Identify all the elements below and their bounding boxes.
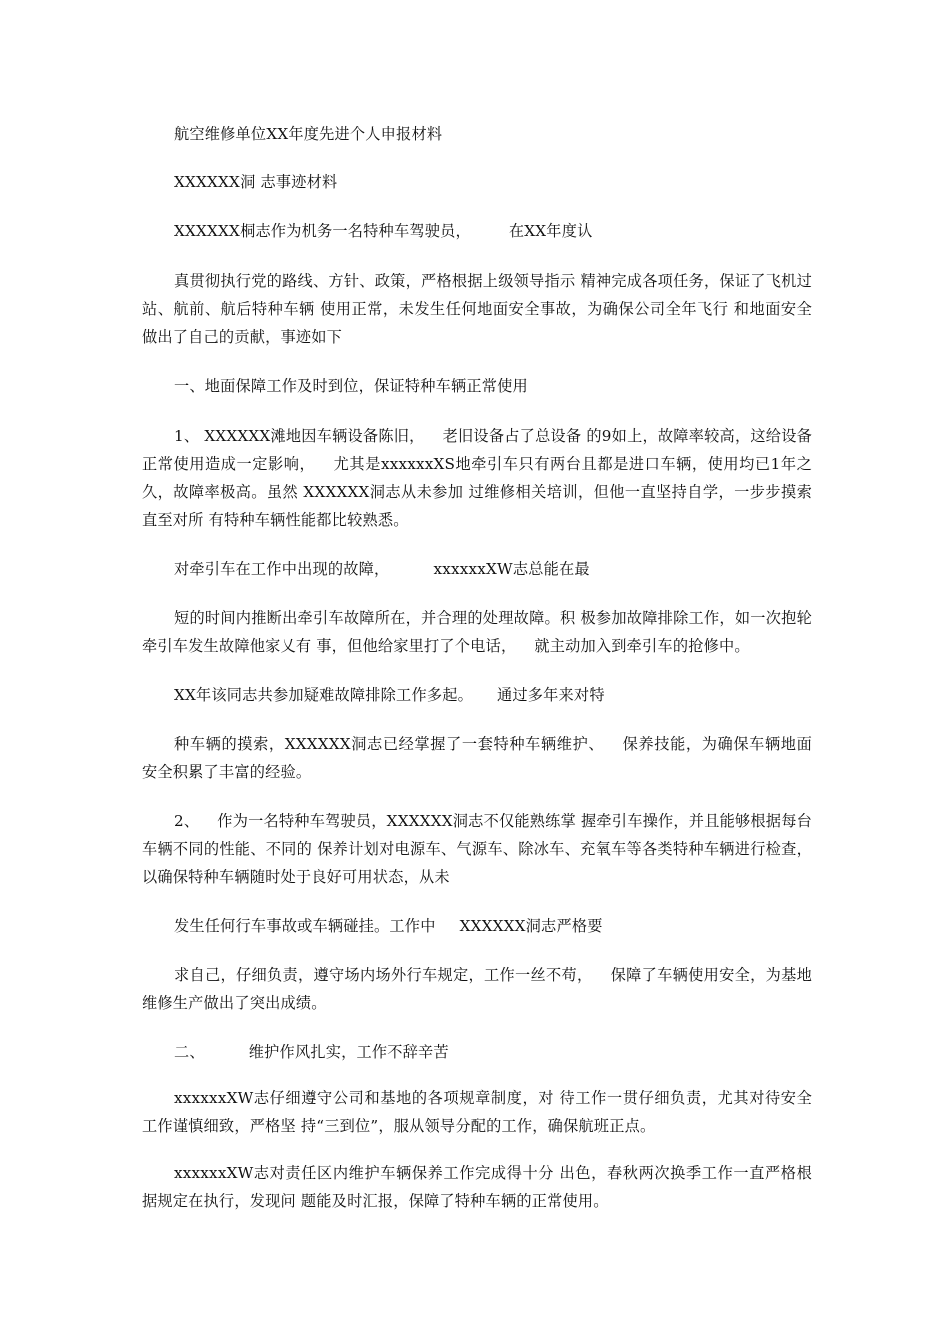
paragraph-7-part-a: 种车辆的摸索，XXXXXX洞志已经掌握了一套特种车辆维护、 [174,735,605,753]
document-title: 航空维修单位XX年度先进个人申报材料 [174,125,443,143]
document-subtitle: XXXXXX洞 志事迹材料 [174,173,338,191]
paragraph-5-part-a: 短的时间内推断出牵引车故障所在，并合理的处理故障。积 极参加故障排除工作，如一次抱轮牵引车发生故障他家乂有 事，但他给家里打了个电话， [142,609,812,655]
paragraph-7-part-b: 保养技能，为确保车辆地面安全积累了丰富的经验。 [142,735,812,781]
paragraph-8-part-b: 作为一名特种车驾驶员，XXXXXX洞志不仅能熟练掌 握牵引车操作，并且能够根据每台车辆不同的性能、不同的 保养计划对电源车、气源车、除冰车、充氧车等各类特种车辆进行检查，以确保特种车辆随时处于良好可用状态，从未 [142,812,812,886]
paragraph-9 [142,912,812,940]
paragraph-2: 真贯彻执行党的路线、方针、政策，严格根据上级领导指示 精神完成各项任务，保证了飞机过站、航前、航后特种车辆 使用正常，未发生任何地面安全事故，为确保公司全年飞行 和地面安全做出了自己的贡献，事迹如下 [142,272,812,346]
paragraph-6 [142,681,812,709]
paragraph-9-part-a: 发生任何行车事故或车辆碰挂。工作中 [174,917,436,935]
paragraph-12: xxxxxxXW志对责任区内维护车辆保养工作完成得十分 出色，春秋两次换季工作一直严格根据规定在执行，发现问 题能及时汇报，保障了特种车辆的正常使用。 [142,1164,812,1210]
section-heading-2-title: 维护作风扎实，工作不辞辛苦 [248,1043,449,1061]
paragraph-10-part-a: 求自己，仔细负责，遵守场内场外行车规定，工作一丝不苟， [174,966,593,984]
paragraph-4 [142,555,812,583]
paragraph-1-part-a: XXXXXX桐志作为机务一名特种车驾驶员， [174,222,471,240]
paragraph-3-part-c: 尤其是xxxxxxXS地牵引车只有两台且都是进口车辆，使用均已1年之久，故障率极高。虽然 XXXXXX洞志从未参加 过维修相关培训，但他一直坚持自学，一步步摸索直至对所 有特种车辆性能都比较熟悉。 [142,455,812,529]
paragraph-10-part-b: 保障了车辆使用安全，为基地维修生产做出了突出成绩。 [142,966,812,1012]
paragraph-7 [142,730,812,786]
section-heading-2-number: 二、 [174,1043,205,1061]
paragraph-5 [142,604,812,660]
paragraph-3-part-a: 1、 XXXXXX滩地因车辆设备陈旧， [174,427,425,445]
paragraph-4-part-b: xxxxxxXW志总能在最 [433,560,590,578]
paragraph-6-part-a: XX年该同志共参加疑难故障排除工作多起。 [174,686,473,704]
section-heading-1: 一、地面保障工作及时到位，保证特种车辆正常使用 [174,377,528,395]
section-heading-2 [142,1038,812,1066]
paragraph-8-part-a: 2、 [174,812,200,830]
paragraph-10 [142,961,812,1017]
paragraph-8 [142,807,812,891]
paragraph-3 [142,422,812,534]
paragraph-5-part-b: 就主动加入到牵引车的抢修中。 [534,637,750,655]
paragraph-1-part-b: 在XX年度认 [508,222,593,240]
paragraph-11: xxxxxxXW志仔细遵守公司和基地的各项规章制度，对 待工作一贯仔细负责，尤其对待安全工作谨慎细致，严格坚 持“三到位”，服从领导分配的工作，确保航班正点。 [142,1089,812,1135]
paragraph-1 [142,217,812,245]
paragraph-4-part-a: 对牵引车在工作中出现的故障， [174,560,390,578]
paragraph-6-part-b: 通过多年来对特 [497,686,605,704]
paragraph-3-part-b: 老旧设备占了总设备 的9如上，故障率较高，这给设备正常使用造成一定影响， [142,427,812,473]
paragraph-9-part-b: XXXXXX洞志严格要 [459,917,603,935]
